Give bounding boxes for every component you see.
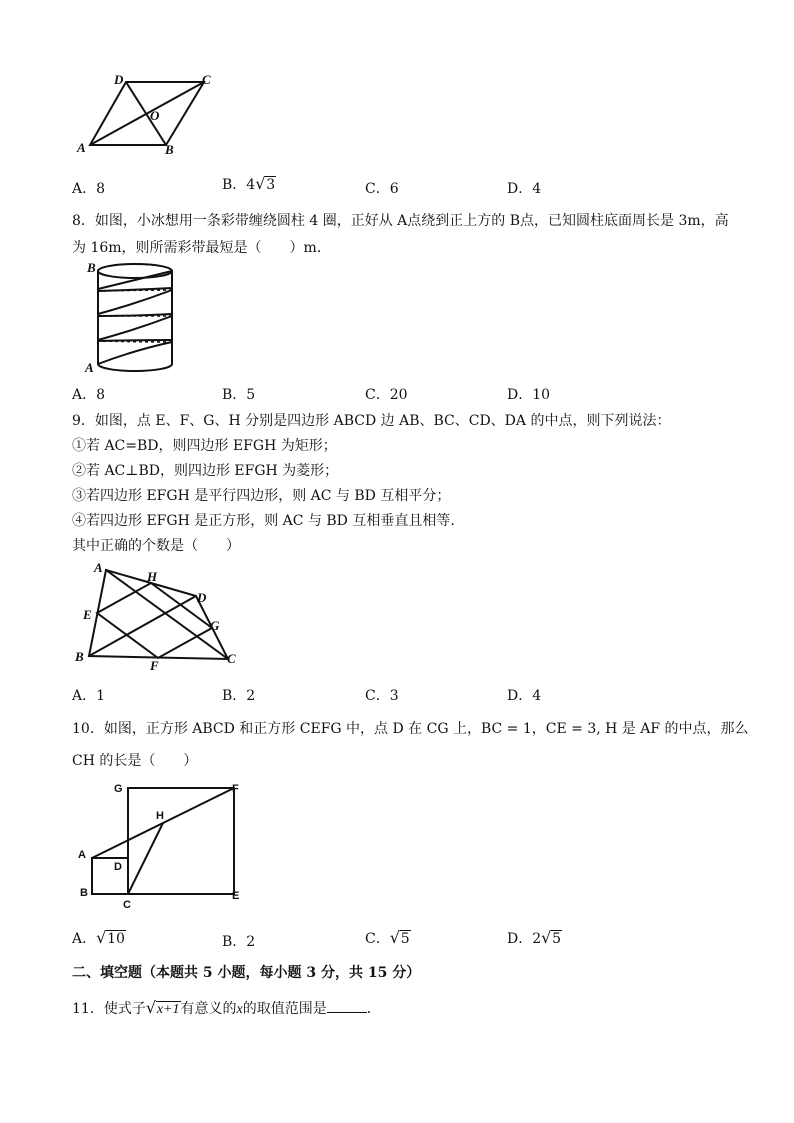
- q11-prefix: 11．使式子: [72, 1001, 146, 1017]
- q10-label-a: A: [78, 849, 86, 861]
- q9-stem-line1: 9．如图，点 E、F、G、H 分别是四边形 ABCD 边 AB、BC、CD、DA 的中点，则下列说法：: [72, 413, 671, 429]
- q9-statement-3: ③若四边形 EFGH 是平行四边形，则 AC 与 BD 互相平分；: [72, 488, 451, 504]
- q9-label-d: D: [197, 590, 207, 605]
- q10-option-a-radicand: 10: [107, 931, 125, 947]
- q10-stem-line2: CH 的长是（ ）: [72, 753, 198, 769]
- q10-stem-line1: 10．如图，正方形 ABCD 和正方形 CEFG 中，点 D 在 CG 上，BC = 1，CE = 3, H 是 AF 的中点，那么: [72, 721, 749, 737]
- section-2-title: 二、填空题（本题共 5 小题，每小题 3 分，共 15 分）: [72, 965, 421, 981]
- q7-option-c-letter: C．: [365, 181, 390, 197]
- q9-statement-4: ④若四边形 EFGH 是正方形，则 AC 与 BD 互相垂直且相等．: [72, 513, 465, 529]
- q11-suffix: 的取值范围是: [242, 1001, 327, 1017]
- q7-label-d: D: [114, 72, 124, 87]
- q9-option-c[interactable]: C．3: [365, 688, 399, 704]
- q10-label-b: B: [80, 887, 88, 899]
- q8-stem-line1: 8．如图，小冰想用一条彩带缠绕圆柱 4 圈，正好从 A点绕到正上方的 B点，已知圆柱底面周长是 3m，高: [72, 213, 729, 229]
- q9-label-a: A: [94, 560, 103, 575]
- q7-option-d[interactable]: [507, 178, 541, 198]
- q9-label-e: E: [83, 607, 92, 622]
- q8-cylinder-figure: [80, 258, 190, 378]
- q11-sqrt: √ x+1: [145, 998, 180, 1017]
- q10-label-c: C: [123, 899, 131, 911]
- q8-option-c[interactable]: C．20: [365, 387, 408, 403]
- q10-option-a-sqrt: √ 10: [96, 928, 125, 947]
- q8-option-b[interactable]: B．5: [222, 387, 256, 403]
- q7-option-b-letter: B．: [222, 177, 247, 193]
- q9-option-a[interactable]: A．1: [72, 688, 106, 704]
- q9-statement-2: ②若 AC⊥BD，则四边形 EFGH 为菱形；: [72, 463, 339, 479]
- q10-label-d: D: [114, 861, 122, 873]
- q11-radicand: x+1: [156, 1002, 180, 1017]
- q10-label-g: G: [114, 783, 123, 795]
- q8-stem-line2: 为 16m，则所需彩带最短是（ ）m．: [72, 240, 331, 256]
- q8-label-a: A: [85, 360, 94, 375]
- q8-option-a[interactable]: A．8: [72, 387, 106, 403]
- q7-label-o: O: [150, 108, 160, 123]
- q10-option-a[interactable]: [72, 928, 126, 948]
- q7-option-a-value: 8: [96, 181, 106, 197]
- q10-option-d[interactable]: [507, 928, 562, 948]
- q9-label-b: B: [75, 649, 84, 664]
- q7-label-c: C: [202, 72, 211, 87]
- q7-label-b: B: [165, 142, 174, 156]
- q7-option-b-radicand: 3: [266, 177, 276, 193]
- q7-label-a: A: [77, 140, 86, 155]
- q10-option-c-letter: C．: [365, 931, 390, 947]
- q7-option-d-letter: D．: [507, 181, 533, 197]
- q9-option-d[interactable]: D．4: [507, 688, 542, 704]
- q11-variable: x: [236, 1002, 243, 1017]
- q7-option-c-value: 6: [389, 181, 399, 197]
- q7-option-c[interactable]: [365, 178, 399, 198]
- q7-option-d-value: 4: [532, 181, 542, 197]
- q11-end: ．: [366, 1001, 381, 1017]
- q11-answer-blank[interactable]: [327, 1000, 367, 1013]
- q10-option-c-sqrt: √ 5: [389, 928, 410, 947]
- q7-parallelogram-figure: [74, 68, 224, 156]
- q10-label-h: H: [156, 810, 164, 822]
- q9-label-f: F: [150, 658, 159, 672]
- q7-option-b-sqrt: √ 3: [255, 174, 276, 193]
- q7-option-a[interactable]: [72, 178, 105, 198]
- q10-label-f: F: [232, 783, 239, 795]
- q10-option-c-radicand: 5: [400, 931, 410, 947]
- q7-option-a-letter: A．: [72, 181, 97, 197]
- q9-statement-1: ①若 AC=BD，则四边形 EFGH 为矩形；: [72, 438, 337, 454]
- q11-stem: [72, 998, 381, 1018]
- q8-label-b: B: [87, 260, 96, 275]
- q9-question: 其中正确的个数是（ ）: [72, 538, 240, 554]
- q9-label-g: G: [210, 618, 220, 633]
- q7-option-b[interactable]: [222, 174, 276, 194]
- q10-option-d-letter: D．: [507, 931, 533, 947]
- q10-option-a-letter: A．: [72, 931, 97, 947]
- q11-middle: 有意义的: [180, 1001, 237, 1017]
- q10-option-d-radicand: 5: [552, 931, 562, 947]
- q7-option-b-coef: 4: [246, 177, 256, 193]
- q10-option-d-coef: 2: [532, 931, 542, 947]
- q8-option-d[interactable]: D．10: [507, 387, 551, 403]
- q9-label-c: C: [227, 651, 236, 666]
- q10-option-b[interactable]: B．2: [222, 934, 256, 950]
- q9-option-b[interactable]: B．2: [222, 688, 256, 704]
- q9-quadrilateral-figure: [70, 560, 250, 672]
- q10-squares-figure: [72, 778, 252, 912]
- q9-label-h: H: [147, 569, 158, 584]
- q10-option-d-sqrt: √ 5: [541, 928, 562, 947]
- q10-option-c[interactable]: [365, 928, 411, 948]
- q10-label-e: E: [232, 890, 240, 902]
